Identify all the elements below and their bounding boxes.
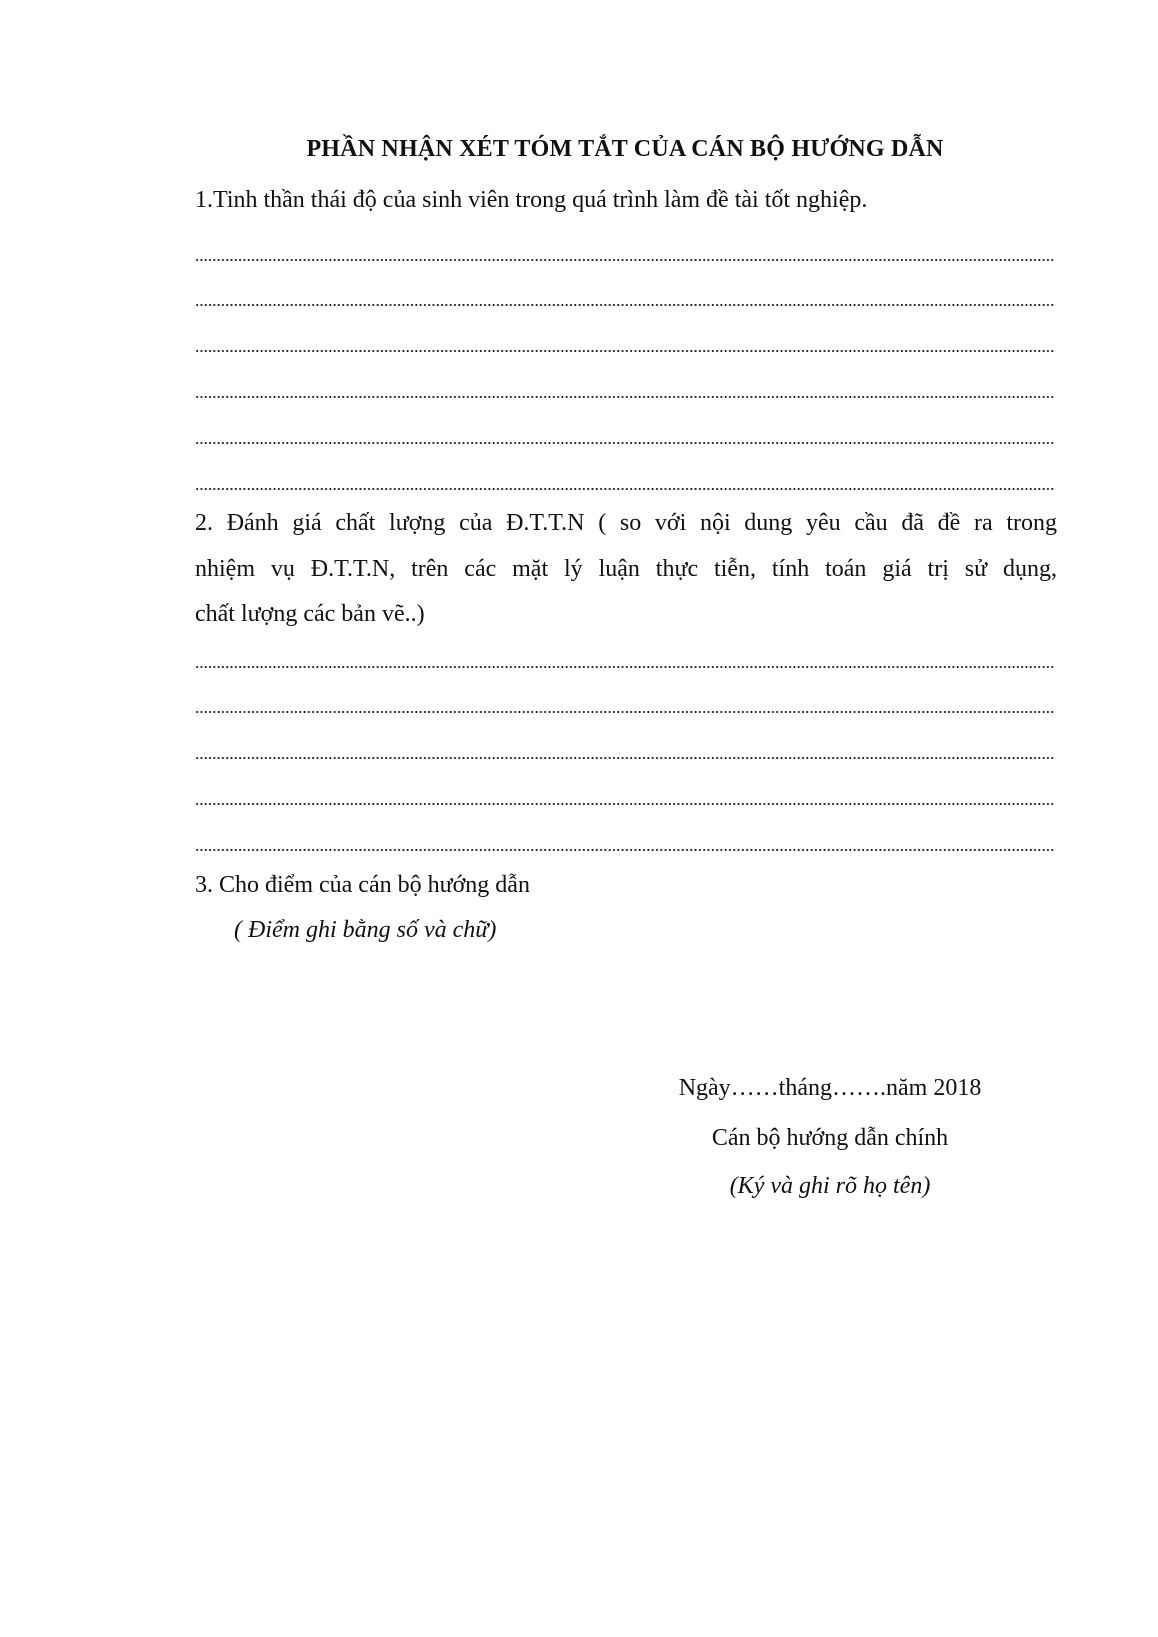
signature-instruction: (Ký và ghi rõ họ tên)	[729, 1173, 931, 1199]
answer-line-2-3[interactable]	[195, 756, 1055, 760]
section3-heading: 3. Cho điểm của cán bộ hướng dẫn	[195, 872, 530, 898]
section1-heading: 1.Tinh thần thái độ của sinh viên trong quá trình làm đề tài tốt nghiệp.	[195, 187, 868, 213]
answer-line-1-1[interactable]	[195, 258, 1055, 262]
answer-line-1-2[interactable]	[195, 303, 1055, 307]
page-title: PHẦN NHẬN XÉT TÓM TẮT CỦA CÁN BỘ HƯỚNG DẪN	[306, 136, 944, 162]
answer-line-1-5[interactable]	[195, 441, 1055, 445]
section2-line-2: nhiệm vụ Đ.T.T.N, trên các mặt lý luận thực tiễn, tính toán giá trị sử dụng,	[195, 556, 1057, 582]
answer-line-1-6[interactable]	[195, 487, 1055, 491]
answer-line-2-2[interactable]	[195, 710, 1055, 714]
answer-line-1-4[interactable]	[195, 395, 1055, 399]
section2-line-1: 2. Đánh giá chất lượng của Đ.T.T.N ( so với nội dung yêu cầu đã đề ra trong	[195, 510, 1057, 536]
answer-line-2-1[interactable]	[195, 665, 1055, 669]
signature-role: Cán bộ hướng dẫn chính	[711, 1125, 949, 1151]
answer-line-1-3[interactable]	[195, 349, 1055, 353]
answer-line-2-5[interactable]	[195, 848, 1055, 852]
section3-note: ( Điểm ghi bằng số và chữ)	[234, 917, 497, 943]
section2-line-3: chất lượng các bản vẽ..)	[195, 601, 425, 627]
answer-line-2-4[interactable]	[195, 802, 1055, 806]
signature-date: Ngày……tháng…….năm 2018	[678, 1075, 982, 1101]
